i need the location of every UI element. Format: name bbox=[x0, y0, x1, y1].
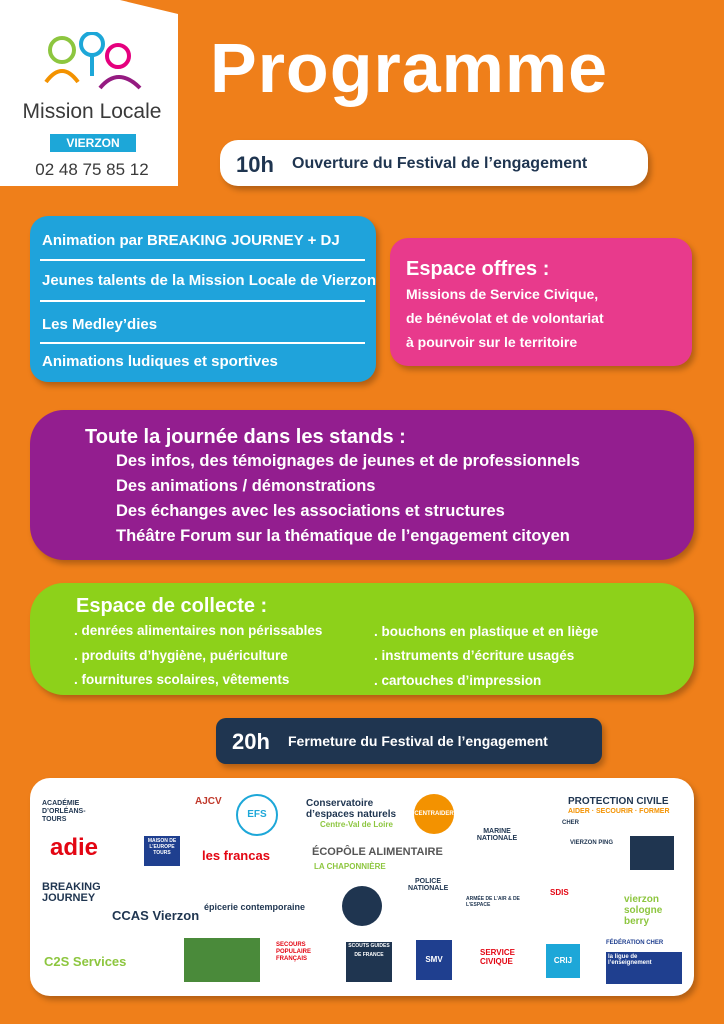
offers-heading: Espace offres : bbox=[406, 258, 550, 280]
collecte-item: . bouchons en plastique et en liège bbox=[374, 624, 599, 639]
partner-centraider: CENTRAIDER bbox=[414, 794, 454, 834]
animation-item: Animations ludiques et sportives bbox=[42, 353, 278, 370]
partner-service-civique: SERVICE CIVIQUE bbox=[480, 948, 515, 966]
opening-time: 10h bbox=[236, 152, 274, 177]
partner-photo bbox=[184, 938, 260, 982]
partner-ligue-dept: FÉDÉRATION CHER bbox=[606, 940, 664, 946]
stands-heading: Toute la journée dans les stands : bbox=[85, 426, 406, 448]
stands-line: Des infos, des témoignages de jeunes et de professionnels bbox=[116, 452, 580, 470]
logo-name: Mission Locale bbox=[22, 100, 162, 123]
offers-box bbox=[390, 238, 692, 366]
partner-ecopole: ÉCOPÔLE ALIMENTAIRE bbox=[312, 846, 443, 858]
logo-phone: 02 48 75 85 12 bbox=[35, 160, 149, 179]
collecte-heading: Espace de collecte : bbox=[76, 595, 268, 617]
partner-efs: EFS bbox=[236, 794, 278, 836]
partner-conservatoire-region: Centre-Val de Loire bbox=[320, 820, 393, 829]
animations-box bbox=[30, 216, 376, 382]
corner-fold bbox=[0, 0, 178, 20]
partner-protection-civile-dept: CHER bbox=[562, 820, 580, 826]
partner-ecopole-sub: LA CHAPONNIÈRE bbox=[314, 862, 386, 871]
partner-scouts: SCOUTS GUIDES DE FRANCE bbox=[346, 942, 392, 982]
page-title: Programme bbox=[210, 29, 609, 107]
stands-line: Théâtre Forum sur la thématique de l’engagement citoyen bbox=[116, 527, 570, 545]
closing-time: 20h bbox=[232, 729, 270, 754]
offers-line: Missions de Service Civique, bbox=[406, 286, 599, 302]
animation-item: Jeunes talents de la Mission Locale de Vierzon bbox=[42, 272, 376, 289]
collecte-item: . fournitures scolaires, vêtements bbox=[74, 672, 290, 687]
collecte-item: . instruments d’écriture usagés bbox=[374, 648, 575, 663]
divider bbox=[40, 342, 365, 344]
partner-adie: adie bbox=[50, 834, 99, 861]
partner-protection-civile-sub: AIDER · SECOURIR · FORMER bbox=[568, 808, 670, 815]
closing-text: Fermeture du Festival de l’engagement bbox=[288, 733, 548, 749]
partner-protection-civile: PROTECTION CIVILE bbox=[568, 796, 669, 807]
partner-round-seal bbox=[342, 886, 382, 926]
partner-epicerie: épicerie contemporaine bbox=[204, 902, 306, 912]
partner-sdis: SDIS bbox=[550, 888, 569, 897]
partner-vierzon-sologne: vierzon sologne berry bbox=[624, 894, 663, 927]
stands-line: Des animations / démonstrations bbox=[116, 477, 376, 495]
offers-line: de bénévolat et de volontariat bbox=[406, 310, 604, 326]
animation-item: Les Medley’dies bbox=[42, 316, 158, 333]
partner-police: POLICE NATIONALE bbox=[408, 878, 449, 892]
animation-item: Animation par BREAKING JOURNEY + DJ bbox=[42, 232, 340, 249]
partner-armee-air: ARMÉE DE L’AIR & DE L’ESPACE bbox=[466, 896, 520, 908]
closing-banner bbox=[216, 718, 602, 764]
collecte-item: . produits d’hygiène, puériculture bbox=[74, 648, 288, 663]
collecte-item: . denrées alimentaires non périssables bbox=[74, 623, 323, 638]
divider bbox=[40, 259, 365, 261]
opening-banner bbox=[220, 140, 648, 186]
partner-cru: CRIJ bbox=[546, 944, 580, 978]
mission-locale-logo-icon bbox=[40, 32, 150, 96]
partner-armee-logo bbox=[630, 836, 674, 870]
partner-breaking-journey: BREAKING JOURNEY bbox=[42, 881, 101, 904]
stands-line: Des échanges avec les associations et structures bbox=[116, 502, 505, 520]
stands-box bbox=[30, 410, 694, 560]
partner-ligue: la ligue de l’enseignement bbox=[606, 952, 682, 984]
collecte-box bbox=[30, 583, 694, 695]
partner-ccas: CCAS Vierzon bbox=[112, 908, 200, 923]
collecte-item: . cartouches d’impression bbox=[374, 673, 542, 688]
partner-ajcv: AJCV bbox=[195, 796, 222, 807]
offers-line: à pourvoir sur le territoire bbox=[406, 334, 578, 350]
partner-maison-europe: MAISON DE L’EUROPE TOURS bbox=[144, 836, 180, 866]
partners-panel bbox=[30, 778, 694, 996]
partner-academie: ACADÉMIE D’ORLÉANS-TOURS bbox=[42, 800, 86, 823]
logo-city: VIERZON bbox=[50, 134, 136, 152]
divider bbox=[40, 300, 365, 302]
partner-c2s: C2S Services bbox=[44, 954, 127, 969]
partner-secours: SECOURS POPULAIRE FRANÇAIS bbox=[276, 942, 312, 962]
partner-francas: les francas bbox=[202, 848, 270, 863]
partner-vierzon-ping: VIERZON PING bbox=[570, 840, 614, 846]
partner-smv: SMV bbox=[416, 940, 452, 980]
opening-text: Ouverture du Festival de l’engagement bbox=[292, 155, 588, 172]
partner-marine: MARINE NATIONALE bbox=[476, 828, 518, 842]
partner-conservatoire: Conservatoire d’espaces naturels bbox=[306, 798, 397, 820]
